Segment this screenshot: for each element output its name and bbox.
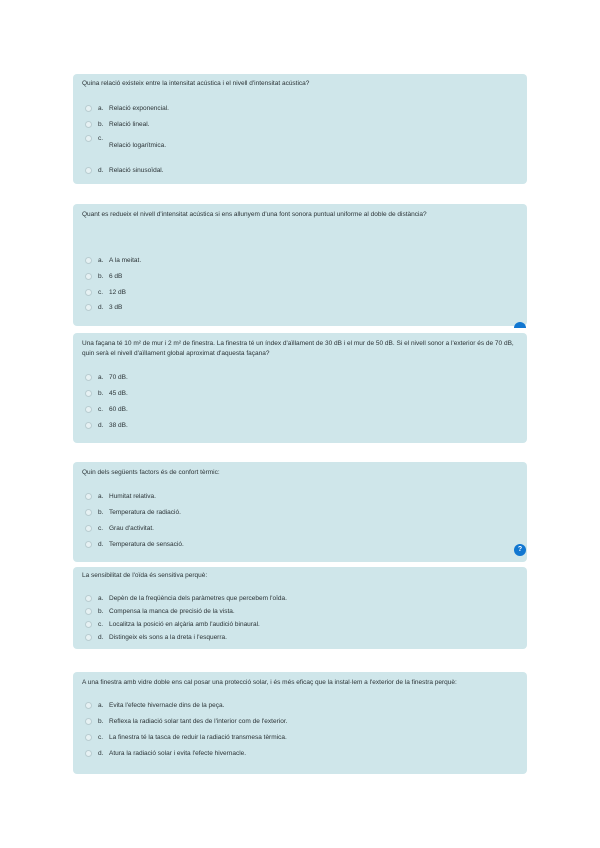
option-text: Temperatura de sensació. bbox=[109, 541, 184, 548]
option-letter: d. bbox=[98, 750, 104, 757]
radio-button[interactable] bbox=[85, 121, 92, 128]
radio-button[interactable] bbox=[85, 289, 92, 296]
option-text: Humitat relativa. bbox=[109, 493, 156, 500]
option-letter: d. bbox=[98, 167, 104, 174]
option-text: Localitza la posició en alçària amb l'audició binaural. bbox=[109, 621, 260, 628]
question-text: Quina relació existeix entre la intensitat acústica i el nivell d'intensitat acústica? bbox=[82, 80, 310, 87]
radio-button[interactable] bbox=[85, 167, 92, 174]
option-text: La finestra té la tasca de reduir la radiació transmesa tèrmica. bbox=[109, 734, 287, 741]
radio-button[interactable] bbox=[85, 493, 92, 500]
option-letter: c. bbox=[98, 621, 104, 628]
option-letter: b. bbox=[98, 718, 104, 725]
option-text: 60 dB. bbox=[109, 406, 128, 413]
option-letter: c. bbox=[98, 135, 104, 142]
option-letter: a. bbox=[98, 493, 104, 500]
option-letter: c. bbox=[98, 525, 104, 532]
radio-button[interactable] bbox=[85, 304, 92, 311]
radio-button[interactable] bbox=[85, 621, 92, 628]
option-text: 12 dB bbox=[109, 289, 126, 296]
question-text: La sensibilitat de l'oïda és sensitiva perquè: bbox=[82, 572, 208, 579]
radio-button[interactable] bbox=[85, 406, 92, 413]
option-letter: b. bbox=[98, 390, 104, 397]
question-text: A una finestra amb vidre doble ens cal posar una protecció solar, i és més eficaç que la instal·lem a l'exterior de la finestra perquè: bbox=[82, 679, 457, 686]
option-letter: d. bbox=[98, 541, 104, 548]
radio-button[interactable] bbox=[85, 509, 92, 516]
radio-button[interactable] bbox=[85, 525, 92, 532]
radio-button[interactable] bbox=[85, 608, 92, 615]
option-letter: b. bbox=[98, 509, 104, 516]
option-letter: a. bbox=[98, 105, 104, 112]
option-text: Reflexa la radiació solar tant des de l'interior com de l'exterior. bbox=[109, 718, 288, 725]
option-text: 70 dB. bbox=[109, 374, 128, 381]
option-text: Evita l'efecte hivernacle dins de la peça. bbox=[109, 702, 225, 709]
radio-button[interactable] bbox=[85, 422, 92, 429]
radio-button[interactable] bbox=[85, 374, 92, 381]
radio-button[interactable] bbox=[85, 734, 92, 741]
radio-button[interactable] bbox=[85, 702, 92, 709]
radio-button[interactable] bbox=[85, 750, 92, 757]
option-letter: a. bbox=[98, 595, 104, 602]
option-text: 38 dB. bbox=[109, 422, 128, 429]
question-text: Una façana té 10 m² de mur i 2 m² de finestra. La finestra té un índex d'aïllament de 30 dB i el mur de 50 dB. Si el nivell sonor a l'exterior és de 70 dB, quin serà el nivell d'aïllament global aproximat d'aquesta façana? bbox=[82, 340, 514, 357]
radio-button[interactable] bbox=[85, 105, 92, 112]
option-letter: c. bbox=[98, 406, 104, 413]
radio-button[interactable] bbox=[85, 257, 92, 264]
question-card-5 bbox=[73, 567, 527, 649]
help-icon[interactable] bbox=[514, 322, 526, 328]
option-text: Distingeix els sons a la dreta i l'esquerra. bbox=[109, 634, 227, 641]
option-text: Compensa la manca de precisió de la vista. bbox=[109, 608, 235, 615]
question-text: Quin dels següents factors és de confort tèrmic: bbox=[82, 469, 220, 476]
question-card-1 bbox=[73, 74, 527, 184]
radio-button[interactable] bbox=[85, 273, 92, 280]
option-letter: d. bbox=[98, 422, 104, 429]
option-text: Relació logarítmica. bbox=[109, 142, 167, 149]
question-text: Quant es redueix el nivell d'intensitat acústica si ens allunyem d'una font sonora puntual uniforme al doble de distància? bbox=[82, 211, 427, 218]
option-text: Atura la radiació solar i evita l'efecte hivernacle. bbox=[109, 750, 247, 757]
option-letter: c. bbox=[98, 734, 104, 741]
question-card-3 bbox=[73, 333, 527, 443]
radio-button[interactable] bbox=[85, 541, 92, 548]
radio-button[interactable] bbox=[85, 595, 92, 602]
option-letter: b. bbox=[98, 273, 104, 280]
option-text: 6 dB bbox=[109, 273, 123, 280]
question-card-2 bbox=[73, 204, 527, 326]
option-text: Relació sinusoïdal. bbox=[109, 167, 164, 174]
option-text: 45 dB. bbox=[109, 390, 128, 397]
question-card-4 bbox=[73, 462, 527, 562]
option-text: Depèn de la freqüència dels paràmetres que percebem l'oïda. bbox=[109, 595, 287, 602]
radio-button[interactable] bbox=[85, 634, 92, 641]
option-text: A la meitat. bbox=[109, 257, 142, 264]
option-text: Relació lineal. bbox=[109, 121, 150, 128]
option-letter: b. bbox=[98, 121, 104, 128]
option-letter: a. bbox=[98, 374, 104, 381]
help-icon[interactable]: ? bbox=[514, 544, 526, 556]
option-letter: d. bbox=[98, 304, 104, 311]
option-text: 3 dB bbox=[109, 304, 123, 311]
question-card-6 bbox=[73, 672, 527, 774]
option-letter: a. bbox=[98, 257, 104, 264]
option-letter: c. bbox=[98, 289, 104, 296]
option-letter: d. bbox=[98, 634, 104, 641]
option-text: Grau d'activitat. bbox=[109, 525, 154, 532]
option-text: Temperatura de radiació. bbox=[109, 509, 181, 516]
option-text: Relació exponencial. bbox=[109, 105, 169, 112]
option-letter: a. bbox=[98, 702, 104, 709]
radio-button[interactable] bbox=[85, 390, 92, 397]
option-letter: b. bbox=[98, 608, 104, 615]
radio-button[interactable] bbox=[85, 718, 92, 725]
radio-button[interactable] bbox=[85, 135, 92, 142]
